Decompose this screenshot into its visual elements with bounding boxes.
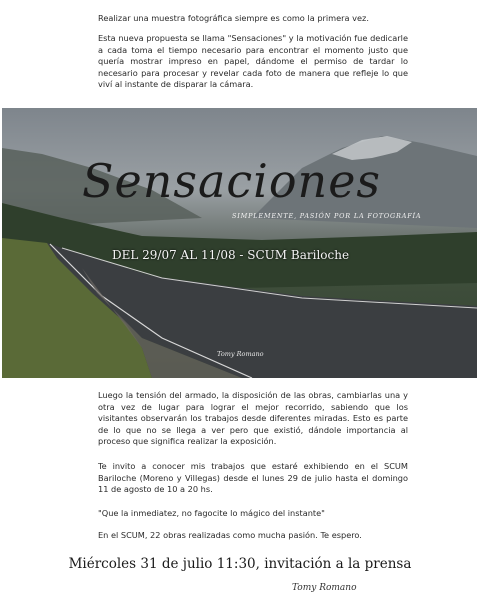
poster-dates: DEL 29/07 AL 11/08 - SCUM Bariloche bbox=[112, 248, 350, 262]
poster-photo bbox=[2, 108, 477, 378]
body-block-1 bbox=[98, 390, 408, 448]
intro-first-line bbox=[98, 13, 408, 25]
body-paragraph-4: En el SCUM, 22 obras realizadas como mucha pasión. Te espero. bbox=[98, 530, 362, 540]
body-block-2 bbox=[98, 461, 408, 496]
body-block-4 bbox=[98, 530, 408, 542]
press-invitation: Miércoles 31 de julio 11:30, invitación a la prensa bbox=[68, 556, 412, 572]
photo-signature: Tomy Romano bbox=[217, 350, 264, 358]
intro-second-block bbox=[98, 33, 408, 91]
body-paragraph-1: Luego la tensión del armado, la disposición de las obras, cambiarlas una y otra vez de lugar para lograr el mejor recorrido, sabiendo que los visitantes observarán los trabajos desde diferentes miradas. Esto es parte de lo que no se llega a ver pero que existió, dándole importancia al proceso que significa realizar la exposición. bbox=[98, 390, 408, 447]
body-paragraph-2: Te invito a conocer mis trabajos que estaré exhibiendo en el SCUM Bariloche (Moreno y Villegas) desde el lunes 29 de julio hasta el domingo 11 de agosto de 10 a 20 hs. bbox=[98, 461, 408, 495]
poster-tagline: SIMPLEMENTE, PASIÓN POR LA FOTOGRAFÍA bbox=[232, 212, 422, 220]
quote: "Que la inmediatez, no fagocite lo mágico del instante" bbox=[98, 508, 325, 518]
intro-paragraph-1: Realizar una muestra fotográfica siempre es como la primera vez. bbox=[98, 13, 369, 23]
body-block-3 bbox=[98, 508, 408, 520]
poster-title: Sensaciones bbox=[82, 154, 382, 208]
author-signature: Tomy Romano bbox=[292, 583, 357, 593]
landscape-scene bbox=[2, 108, 477, 378]
intro-paragraph-2: Esta nueva propuesta se llama "Sensaciones" y la motivación fue dedicarle a cada toma el tiempo necesario para encontrar el momento justo que quería mostrar impreso en papel, dándome el permiso de tardar lo necesario para procesar y revelar cada foto de manera que refleje lo que viví al instante de disparar la cámara. bbox=[98, 33, 408, 90]
